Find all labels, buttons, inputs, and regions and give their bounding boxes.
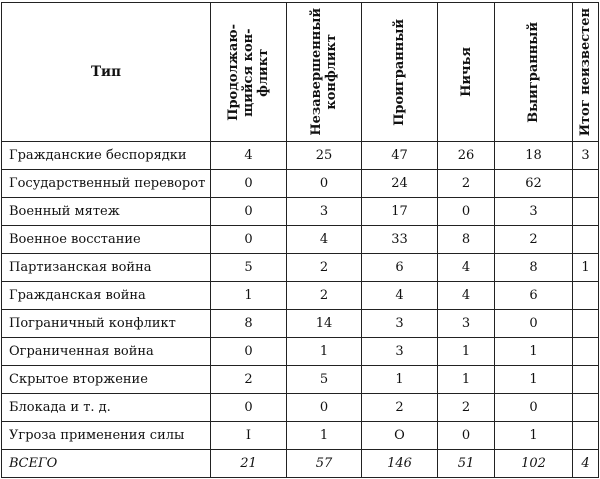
table-row [2,422,599,450]
header-continuing-label: Продолжаю- щийся кон- фликт [226,23,271,121]
cell-unknown [573,282,599,310]
cell-unknown [573,394,599,422]
cell-unknown [573,198,599,226]
header-unknown-label: Итог неизвестен [578,7,593,137]
cell-draw: 8 [438,226,495,254]
cell-type: Блокада и т. д. [2,394,211,422]
header-continuing [211,3,287,142]
cell-draw: 0 [438,422,495,450]
header-draw [438,3,495,142]
cell-won: 6 [495,282,573,310]
cell-unfinished: 3 [287,198,362,226]
total-lost: 146 [362,450,438,478]
cell-unfinished: 0 [287,394,362,422]
cell-type: Пограничный конфликт [2,310,211,338]
header-unknown [573,3,599,142]
total-continuing: 21 [211,450,287,478]
cell-won: 62 [495,170,573,198]
table-row [2,226,599,254]
cell-lost: 17 [362,198,438,226]
cell-lost: 33 [362,226,438,254]
header-unfinished-label: Незавершенный конфликт [309,8,339,136]
cell-won: 0 [495,310,573,338]
cell-draw: 26 [438,142,495,170]
total-label: ВСЕГО [2,450,211,478]
header-lost [362,3,438,142]
cell-continuing: 8 [211,310,287,338]
cell-unfinished: 5 [287,366,362,394]
cell-lost: O [362,422,438,450]
cell-unfinished: 0 [287,170,362,198]
cell-type: Военное восстание [2,226,211,254]
table-row [2,282,599,310]
cell-unfinished: 25 [287,142,362,170]
header-lost-label: Проигранный [392,18,407,126]
cell-won: 0 [495,394,573,422]
cell-continuing: 5 [211,254,287,282]
cell-unknown [573,338,599,366]
cell-draw: 3 [438,310,495,338]
cell-unfinished: 2 [287,282,362,310]
total-draw: 51 [438,450,495,478]
cell-type: Гражданская война [2,282,211,310]
table-row [2,170,599,198]
cell-unknown: 3 [573,142,599,170]
cell-type: Государственный переворот [2,170,211,198]
cell-continuing: I [211,422,287,450]
cell-type: Партизанская война [2,254,211,282]
cell-unknown [573,310,599,338]
cell-lost: 3 [362,338,438,366]
cell-draw: 1 [438,366,495,394]
cell-continuing: 2 [211,366,287,394]
table-row [2,394,599,422]
cell-type: Гражданские беспорядки [2,142,211,170]
cell-unknown [573,170,599,198]
cell-lost: 2 [362,394,438,422]
cell-lost: 24 [362,170,438,198]
cell-won: 1 [495,422,573,450]
cell-unknown: 1 [573,254,599,282]
cell-type: Скрытое вторжение [2,366,211,394]
cell-won: 1 [495,366,573,394]
cell-unfinished: 1 [287,338,362,366]
cell-draw: 4 [438,282,495,310]
cell-lost: 3 [362,310,438,338]
cell-lost: 47 [362,142,438,170]
cell-unknown [573,422,599,450]
cell-lost: 6 [362,254,438,282]
cell-type: Военный мятеж [2,198,211,226]
header-won-label: Выигранный [526,21,541,123]
total-row [2,450,599,478]
cell-won: 2 [495,226,573,254]
total-won: 102 [495,450,573,478]
cell-draw: 2 [438,394,495,422]
table-row [2,338,599,366]
table-row [2,254,599,282]
cell-draw: 1 [438,338,495,366]
header-draw-label: Ничья [458,47,474,97]
cell-draw: 2 [438,170,495,198]
cell-lost: 4 [362,282,438,310]
table-row [2,142,599,170]
table-row [2,310,599,338]
cell-continuing: 1 [211,282,287,310]
total-unfinished: 57 [287,450,362,478]
cell-unfinished: 2 [287,254,362,282]
header-unfinished [287,3,362,142]
cell-type: Ограниченная война [2,338,211,366]
cell-continuing: 0 [211,394,287,422]
cell-unfinished: 1 [287,422,362,450]
cell-draw: 4 [438,254,495,282]
cell-lost: 1 [362,366,438,394]
cell-draw: 0 [438,198,495,226]
cell-continuing: 0 [211,338,287,366]
cell-unfinished: 14 [287,310,362,338]
cell-continuing: 0 [211,226,287,254]
header-won [495,3,573,142]
cell-won: 3 [495,198,573,226]
cell-won: 1 [495,338,573,366]
cell-continuing: 4 [211,142,287,170]
cell-continuing: 0 [211,170,287,198]
table-row [2,366,599,394]
header-row [2,3,599,142]
cell-unknown [573,366,599,394]
cell-type: Угроза применения силы [2,422,211,450]
header-type: Тип [2,3,211,142]
cell-won: 8 [495,254,573,282]
table-row [2,198,599,226]
total-unknown: 4 [573,450,599,478]
cell-unknown [573,226,599,254]
cell-won: 18 [495,142,573,170]
cell-unfinished: 4 [287,226,362,254]
cell-continuing: 0 [211,198,287,226]
conflict-outcomes-table [1,2,599,478]
